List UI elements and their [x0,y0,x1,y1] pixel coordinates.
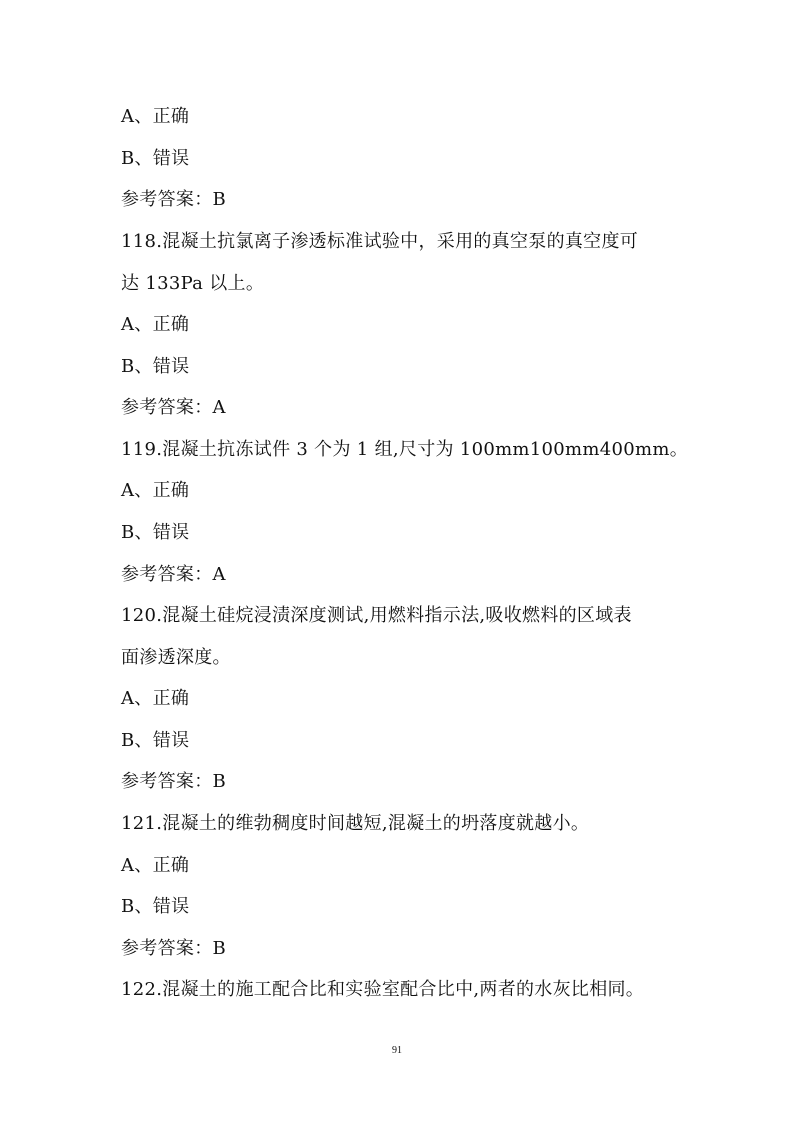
question-120-continued: 面渗透深度。 [121,647,231,668]
question-122: 122.混凝土的施工配合比和实验室配合比中,两者的水灰比相同。 [121,979,645,1000]
reference-answer: 参考答案：B [121,189,227,210]
option-a: A、正确 [121,314,190,335]
question-120: 120.混凝土硅烷浸渍深度测试,用燃料指示法,吸收燃料的区域表 [121,605,632,626]
question-119: 119.混凝土抗冻试件 3 个为 1 组,尺寸为 100mm100mm400mm。 [121,439,689,460]
option-a: A、正确 [121,480,190,501]
option-b: B、错误 [121,730,190,751]
page-number: 91 [392,1045,402,1056]
option-b: B、错误 [121,896,190,917]
option-b: B、错误 [121,148,190,169]
reference-answer: 参考答案：A [121,564,226,585]
question-118-continued: 达 133Pa 以上。 [121,273,265,294]
option-a: A、正确 [121,855,190,876]
option-b: B、错误 [121,522,190,543]
option-b: B、错误 [121,356,190,377]
question-118: 118.混凝土抗氯离子渗透标准试验中，采用的真空泵的真空度可 [121,231,639,252]
reference-answer: 参考答案：B [121,938,227,959]
option-a: A、正确 [121,688,190,709]
question-121: 121.混凝土的维勃稠度时间越短,混凝土的坍落度就越小。 [121,813,590,834]
reference-answer: 参考答案：A [121,397,226,418]
reference-answer: 参考答案：B [121,771,227,792]
option-a: A、正确 [121,106,190,127]
